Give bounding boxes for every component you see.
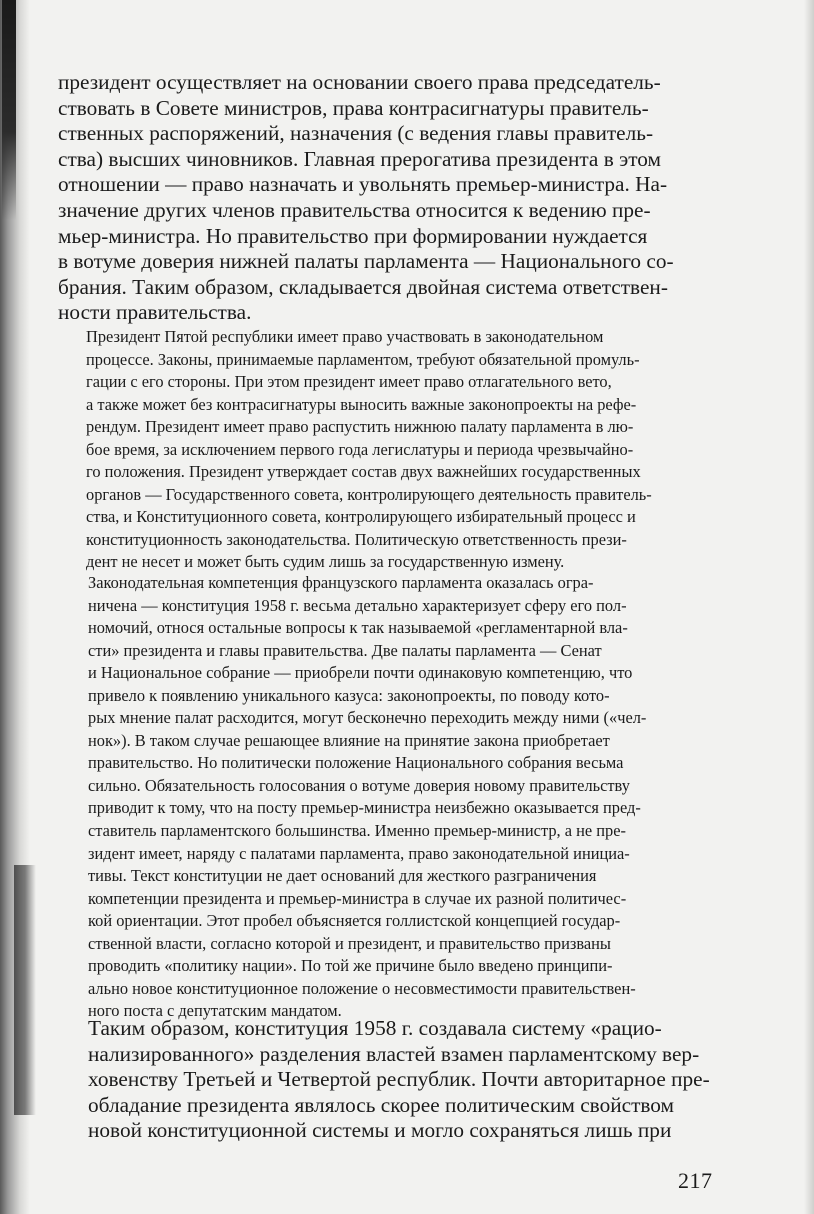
text-line: Законодательная компетенция французского парламента оказалась огра- (88, 573, 594, 592)
text-line: сильно. Обязательность голосования о вотуме доверия новому правительству (88, 775, 630, 795)
text-line: проводить «политику нации». По той же причине было введено принципи- (88, 956, 613, 976)
text-line: и Национальное собрание — приобрели почти одинаковую компетенцию, что (88, 663, 633, 683)
text-line: сти» президента и главы правительства. Две палаты парламента — Сенат (88, 640, 602, 660)
scan-binding-mark (2, 0, 16, 220)
text-line: конституционность законодательства. Политическую ответственность прези- (86, 529, 627, 549)
text-line: гации с его стороны. При этом президент имеет право отлагательного вето, (86, 372, 612, 392)
text-line: бое время, за исключением первого года легислатуры и периода чрезвычайно- (86, 439, 634, 459)
text-line: ного поста с депутатским мандатом. (88, 1001, 342, 1021)
text-line: отношении — право назначать и увольнять премьер-министра. На- (58, 172, 668, 197)
text-line: ально новое конституционное положение о несовместимости правительствен- (88, 978, 636, 998)
text-line: нок»). В таком случае решающее влияние на принятие закона приобретает (88, 730, 610, 750)
text-line: ства) высших чиновников. Главная прерогатива президента в этом (58, 146, 661, 171)
text-line: брания. Таким образом, складывается двойная система ответствен- (58, 274, 668, 299)
text-line: а также может без контрасигнатуры выносить важные законопроекты на рефе- (86, 394, 637, 414)
text-line: ставитель парламентского большинства. Именно премьер-министр, а не пре- (88, 821, 626, 841)
text-line: обладание президента являлось скорее политическим свойством (88, 1092, 675, 1117)
text-line: Таким образом, конституция 1958 г. создавала систему «рацио- (88, 1016, 662, 1040)
paragraph-text (88, 1016, 710, 1144)
text-line: рендум. Президент имеет право распустить нижнюю палату парламента в лю- (86, 417, 634, 437)
text-line: ности правительства. (58, 300, 252, 325)
paragraph-text (88, 572, 646, 1023)
text-line: органов — Государственного совета, контролирующего деятельность правитель- (86, 484, 652, 504)
text-line: рых мнение палат расходится, могут бесконечно переходить между ними («чел- (88, 708, 647, 728)
text-line: нализированного» разделения властей взамен парламентскому вер- (88, 1041, 700, 1066)
text-line: ствовать в Совете министров, права контрасигнатуры правитель- (58, 95, 649, 120)
text-line: в вотуме доверия нижней палаты парламента — Национального со- (58, 249, 674, 274)
paragraph-parliament-competence (88, 572, 646, 1023)
text-line: ственных распоряжений, назначения (с ведения главы правитель- (58, 121, 654, 146)
text-line: тивы. Текст конституции не дает оснований для жесткого разграничения (88, 866, 597, 886)
text-line: процессе. Законы, принимаемые парламентом, требуют обязательной промуль- (86, 349, 640, 369)
text-line: правительство. Но политически положение Национального собрания весьма (88, 753, 624, 773)
text-line: приводит к тому, что на посту премьер-министра неизбежно оказывается пред- (88, 798, 641, 818)
text-line: привело к появлению уникального казуса: законопроекты, по поводу кото- (88, 685, 610, 705)
text-line: го положения. Президент утверждает состав двух важнейших государственных (86, 462, 641, 482)
paragraph-legislative-role (86, 326, 652, 574)
text-line: новой конституционной системы и могло сохраняться лишь при (88, 1118, 672, 1143)
paragraph-rationalized-separation (88, 1016, 710, 1144)
paragraph-text (58, 70, 674, 326)
page-number: 217 (678, 1168, 713, 1193)
text-line: Президент Пятой республики имеет право участвовать в законодательном (86, 327, 604, 346)
scan-binding-mark-lower (14, 865, 36, 1115)
text-line: зидент имеет, наряду с палатами парламента, право законодательной инициа- (88, 843, 630, 863)
paragraph-presidential-powers (58, 70, 674, 326)
text-line: ничена — конституция 1958 г. весьма детально характеризует сферу его пол- (88, 595, 627, 615)
text-line: ства, и Конституционного совета, контролирующего избирательный процесс и (86, 507, 636, 527)
text-line: компетенции президента и премьер-министра в случае их разной политичес- (88, 888, 627, 908)
text-line: мьер-министра. Но правительство при формировании нуждается (58, 223, 648, 248)
scan-right-edge (804, 0, 814, 1214)
paragraph-text (86, 326, 652, 574)
text-line: ховенству Третьей и Четвертой республик. Почти авторитарное пре- (88, 1067, 710, 1092)
text-line: кой ориентации. Этот пробел объясняется голлистской концепцией государ- (88, 911, 621, 931)
text-line: номочий, относя остальные вопросы к так называемой «регламентарной вла- (88, 618, 628, 638)
text-line: президент осуществляет на основании своего права председатель- (58, 70, 661, 94)
text-line: дент не несет и может быть судим лишь за государственную измену. (86, 552, 565, 572)
text-line: значение других членов правительства относится к ведению пре- (58, 197, 651, 222)
text-line: ственной власти, согласно которой и президент, и правительство призваны (88, 933, 611, 953)
